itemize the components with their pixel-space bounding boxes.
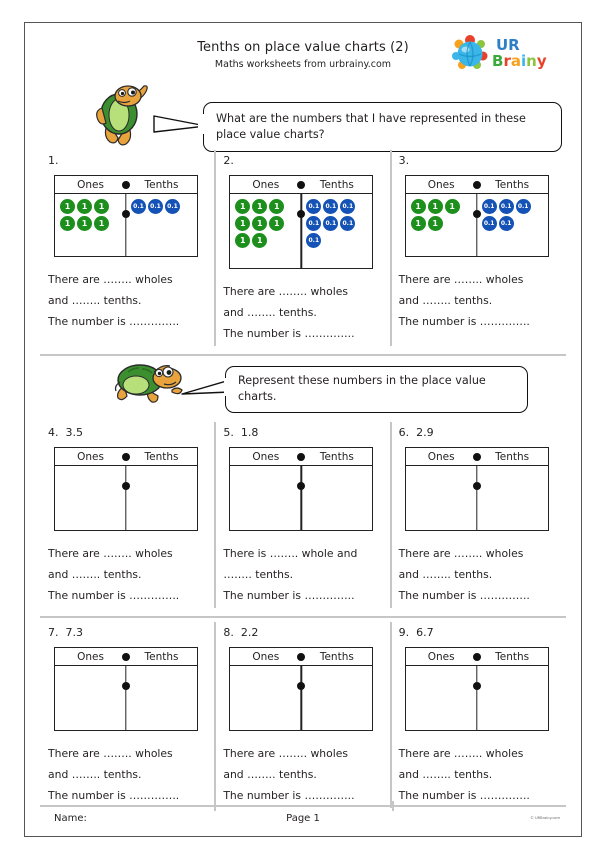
answer-line-2: and …….. tenths. <box>398 768 493 782</box>
chart-body-7[interactable] <box>55 666 197 730</box>
answer-line-3: The number is ………….. <box>48 589 180 603</box>
tenths-counter: 0.1 <box>148 199 163 214</box>
ones-counter: 1 <box>235 199 250 214</box>
ones-counter: 1 <box>428 199 443 214</box>
answer-line-1: There are …….. wholes <box>223 285 349 298</box>
answer-lines-6 <box>399 543 556 606</box>
urbrainy-logo[interactable] <box>450 32 562 76</box>
answer-line-1: There are …….. wholes <box>48 547 173 561</box>
answer-line-3: The number is ………….. <box>223 789 355 803</box>
answer-line-1: There are …….. wholes <box>398 547 524 561</box>
page-label: Page 1 <box>286 812 320 824</box>
name-label: Name: <box>54 812 87 824</box>
ones-label: Ones <box>427 450 455 463</box>
tenths-counter: 0.1 <box>482 199 497 214</box>
counter-row <box>235 199 297 214</box>
tenths-label: Tenths <box>495 650 530 663</box>
answer-line-3: The number is ………….. <box>398 315 530 329</box>
place-value-chart-4[interactable] <box>54 447 198 531</box>
tenths-column <box>301 196 372 268</box>
place-value-chart-5[interactable] <box>229 447 373 531</box>
tenths-counter: 0.1 <box>482 216 497 231</box>
chart-body-6[interactable] <box>406 466 548 530</box>
answer-line-3: The number is ………….. <box>48 315 180 329</box>
column-divider <box>476 466 477 530</box>
ones-counter: 1 <box>428 216 443 231</box>
tenths-label: Tenths <box>319 178 354 191</box>
speech-bubble-1 <box>203 102 562 152</box>
tenths-label: Tenths <box>144 178 179 191</box>
chart-body-4[interactable] <box>55 466 197 530</box>
decimal-point-header-icon <box>122 653 130 661</box>
answer-lines-9 <box>399 743 556 806</box>
decimal-point-icon <box>122 682 130 690</box>
tenths-label: Tenths <box>319 450 354 463</box>
place-value-chart-7[interactable] <box>54 647 198 731</box>
tenths-counter: 0.1 <box>323 199 338 214</box>
question-number-9 <box>399 626 556 639</box>
ones-label: Ones <box>77 178 104 191</box>
tenths-label: Tenths <box>144 650 179 663</box>
answer-lines-8 <box>223 743 380 806</box>
question-grid-middle <box>40 418 566 612</box>
chart-body-3 <box>406 194 548 256</box>
speech-bubble-1-tail <box>152 112 208 136</box>
question-number-4 <box>48 426 205 439</box>
chart-body-1 <box>55 194 197 256</box>
question-cell-3 <box>391 146 566 350</box>
q-value: 2.2 <box>240 626 259 640</box>
question-cell-1 <box>40 146 215 350</box>
answer-line-2: and …….. tenths. <box>223 768 317 782</box>
chart-header-4 <box>55 448 197 466</box>
answer-line-2: and …….. tenths. <box>48 768 142 782</box>
ones-counter: 1 <box>252 233 267 248</box>
decimal-point-icon <box>122 482 130 490</box>
question-cell-7 <box>40 618 215 812</box>
ones-label: Ones <box>252 178 280 191</box>
counter-row <box>306 199 368 214</box>
tenths-counter: 0.1 <box>306 199 321 214</box>
question-grid-bottom <box>40 618 566 812</box>
chart-header-5 <box>230 448 372 466</box>
answer-line-2: and …….. tenths. <box>48 568 142 582</box>
footer-column-divider <box>214 801 216 811</box>
chart-header-8 <box>230 648 372 666</box>
chart-body-9[interactable] <box>406 666 548 730</box>
answer-line-3: The number is ………….. <box>48 789 180 803</box>
tenths-counter: 0.1 <box>340 216 355 231</box>
copyright-label: © URBrainy.com <box>530 816 560 820</box>
ones-counter: 1 <box>411 199 426 214</box>
ones-counter: 1 <box>94 199 109 214</box>
instruction-row-2 <box>40 358 566 418</box>
tenths-label: Tenths <box>319 650 354 663</box>
place-value-chart-8[interactable] <box>229 647 373 731</box>
ones-counter: 1 <box>235 233 250 248</box>
decimal-point-icon <box>297 482 305 490</box>
question-cell-9 <box>391 618 566 812</box>
chart-body-8[interactable] <box>230 666 372 730</box>
chart-header-7 <box>55 648 197 666</box>
place-value-chart-6[interactable] <box>405 447 549 531</box>
footer-column-divider <box>392 801 394 811</box>
ones-column <box>55 196 126 256</box>
q-value: 7.3 <box>65 626 83 640</box>
chart-header-3 <box>406 176 548 194</box>
decimal-point-icon <box>473 210 481 218</box>
answer-line-3: The number is ………….. <box>223 589 355 603</box>
counter-row <box>411 216 473 231</box>
ones-counter: 1 <box>77 216 92 231</box>
tenths-counter: 0.1 <box>516 199 531 214</box>
question-number-5 <box>223 426 380 439</box>
ones-label: Ones <box>427 178 455 191</box>
page-title: Tenths on place value charts (2) <box>197 40 409 55</box>
ones-label: Ones <box>427 650 455 663</box>
answer-line-1: There are …….. wholes <box>398 273 524 286</box>
question-number-3: 3. <box>398 154 410 167</box>
q-value: 3.5 <box>65 426 83 440</box>
decimal-point-header-icon <box>297 453 305 461</box>
tenths-counter: 0.1 <box>499 216 514 231</box>
column-divider <box>125 466 126 530</box>
answer-line-2: and …….. tenths. <box>223 306 317 320</box>
tenths-counter: 0.1 <box>323 216 338 231</box>
answer-line-3: The number is ………….. <box>398 789 530 803</box>
q-index: 8. <box>223 626 234 640</box>
tenths-label: Tenths <box>495 178 530 191</box>
question-cell-6 <box>391 418 566 612</box>
worksheet-header <box>40 30 566 84</box>
tenths-counter: 0.1 <box>340 199 355 214</box>
chart-header-2 <box>230 176 372 194</box>
question-number-8 <box>223 626 380 639</box>
svg-text:Brainy: Brainy <box>492 52 547 70</box>
question-grid-top <box>40 146 566 350</box>
counter-row <box>235 216 297 231</box>
decimal-point-icon <box>122 210 130 218</box>
tenths-counter: 0.1 <box>165 199 180 214</box>
ones-counter: 1 <box>235 216 250 231</box>
answer-line-2: and …….. tenths. <box>398 568 493 582</box>
answer-line-1: There are …….. wholes <box>398 747 524 761</box>
answer-line-3: The number is ………….. <box>398 589 530 603</box>
ones-counter: 1 <box>60 216 75 231</box>
ones-counter: 1 <box>411 216 426 231</box>
column-divider <box>301 466 302 530</box>
decimal-point-icon <box>297 210 305 218</box>
chart-header-6 <box>406 448 548 466</box>
counter-row <box>60 216 122 231</box>
answer-line-1: There is …….. whole and <box>223 547 358 561</box>
column-divider <box>476 666 477 730</box>
question-cell-2 <box>215 146 390 350</box>
question-number-2: 2. <box>223 154 234 167</box>
ones-label: Ones <box>77 450 104 463</box>
speech-bubble-2-tail <box>180 376 232 398</box>
chart-body-2 <box>230 194 372 268</box>
ones-label: Ones <box>252 650 280 663</box>
q-value: 2.9 <box>416 426 434 440</box>
decimal-point-header-icon <box>473 653 481 661</box>
tenths-column <box>477 196 548 256</box>
question-cell-8 <box>215 618 390 812</box>
chart-header-1 <box>55 176 197 194</box>
answer-line-2: and …….. tenths. <box>48 294 142 308</box>
answer-line-2: and …….. tenths. <box>398 294 493 308</box>
counter-row <box>306 233 368 248</box>
ones-counter: 1 <box>252 199 267 214</box>
ones-counter: 1 <box>252 216 267 231</box>
decimal-point-icon <box>297 682 305 690</box>
tenths-label: Tenths <box>495 450 530 463</box>
place-value-chart-9[interactable] <box>405 647 549 731</box>
decimal-point-icon <box>473 482 481 490</box>
ones-counter: 1 <box>269 199 284 214</box>
answer-lines-3 <box>399 269 556 332</box>
decimal-point-icon <box>473 682 481 690</box>
counter-row <box>482 216 544 231</box>
decimal-point-header-icon <box>297 181 305 189</box>
tenths-label: Tenths <box>144 450 179 463</box>
q-index: 4. <box>48 426 59 440</box>
answer-line-1: There are …….. wholes <box>223 747 349 761</box>
column-divider <box>125 666 126 730</box>
q-value: 6.7 <box>416 626 434 640</box>
answer-line-1: There are …….. wholes <box>48 273 173 286</box>
counter-row <box>411 199 473 214</box>
tenths-column <box>126 196 197 256</box>
question-number-7 <box>48 626 205 639</box>
counter-row <box>60 199 122 214</box>
ones-counter: 1 <box>60 199 75 214</box>
column-divider <box>301 666 302 730</box>
q-index: 9. <box>398 626 410 640</box>
question-cell-4 <box>40 418 215 612</box>
answer-lines-1 <box>48 269 205 332</box>
answer-line-3: The number is ………….. <box>223 327 355 341</box>
turtle-pointing-icon <box>88 82 160 150</box>
decimal-point-header-icon <box>473 181 481 189</box>
globe-balloon-icon <box>452 35 488 69</box>
answer-line-2: …….. tenths. <box>223 568 294 582</box>
place-value-chart-3[interactable] <box>405 175 549 257</box>
worksheet-footer <box>40 805 566 831</box>
counter-row <box>235 233 297 248</box>
tenths-counter: 0.1 <box>306 233 321 248</box>
question-number-1: 1. <box>48 154 59 167</box>
ones-column <box>406 196 477 256</box>
speech-bubble-2 <box>225 366 528 412</box>
q-value: 1.8 <box>240 426 259 440</box>
place-value-chart-2[interactable] <box>229 175 373 269</box>
counter-row <box>306 216 368 231</box>
tenths-counter: 0.1 <box>499 199 514 214</box>
ones-label: Ones <box>77 650 104 663</box>
decimal-point-header-icon <box>297 653 305 661</box>
place-value-chart-1[interactable] <box>54 175 198 257</box>
ones-column <box>230 196 301 268</box>
answer-line-1: There are …….. wholes <box>48 747 173 761</box>
answer-lines-2 <box>223 281 380 344</box>
counter-row <box>131 199 193 214</box>
tenths-counter: 0.1 <box>306 216 321 231</box>
ones-label: Ones <box>252 450 280 463</box>
answer-lines-4 <box>48 543 205 606</box>
tenths-counter: 0.1 <box>131 199 146 214</box>
question-number-6 <box>399 426 556 439</box>
ones-counter: 1 <box>445 199 460 214</box>
ones-counter: 1 <box>269 216 284 231</box>
page-subtitle: Maths worksheets from urbrainy.com <box>214 59 392 70</box>
logo-text-ur: UR <box>496 36 520 54</box>
counter-row <box>482 199 544 214</box>
q-index: 5. <box>223 426 234 440</box>
instruction-text-1: What are the numbers that I have represented in these place value charts? <box>216 112 526 142</box>
answer-lines-5 <box>223 543 380 606</box>
instruction-row-1 <box>40 86 566 146</box>
q-index: 6. <box>398 426 410 440</box>
chart-body-5[interactable] <box>230 466 372 530</box>
decimal-point-header-icon <box>473 453 481 461</box>
chart-header-9 <box>406 648 548 666</box>
decimal-point-header-icon <box>122 181 130 189</box>
ones-counter: 1 <box>94 216 109 231</box>
decimal-point-header-icon <box>122 453 130 461</box>
question-cell-5 <box>215 418 390 612</box>
ones-counter: 1 <box>77 199 92 214</box>
instruction-text-2: Represent these numbers in the place value charts. <box>238 374 486 404</box>
answer-lines-7 <box>48 743 205 806</box>
turtle-walking-icon <box>110 356 186 404</box>
q-index: 7. <box>48 626 59 640</box>
